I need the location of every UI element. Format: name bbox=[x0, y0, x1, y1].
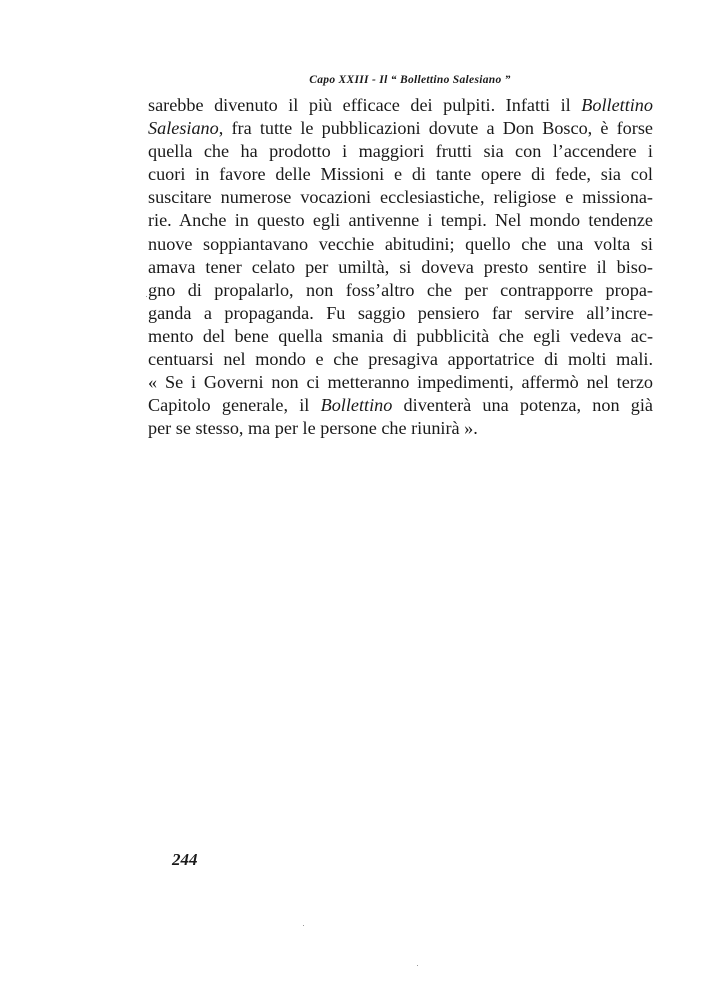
text-line bbox=[148, 302, 653, 325]
text-segment: rie. Anche in questo egli antivenne i tempi. Nel mondo tendenze bbox=[148, 210, 653, 231]
text-line bbox=[148, 348, 653, 371]
text-segment: Capitolo generale, il bbox=[148, 395, 321, 416]
text-line bbox=[148, 186, 653, 209]
text-line bbox=[148, 140, 653, 163]
scan-speck bbox=[303, 925, 304, 926]
text-line bbox=[148, 233, 653, 256]
text-line bbox=[148, 417, 653, 440]
text-line bbox=[148, 163, 653, 186]
text-line bbox=[148, 394, 653, 417]
page-number: 244 bbox=[172, 850, 198, 869]
text-line bbox=[148, 325, 653, 348]
text-segment: suscitare numerose vocazioni ecclesiastiche, religiose e missiona- bbox=[148, 187, 653, 208]
text-segment: sarebbe divenuto il più efficace dei pulpiti. Infatti il bbox=[148, 95, 582, 115]
text-line bbox=[148, 371, 653, 394]
italic-text: Salesiano bbox=[148, 118, 219, 139]
text-segment: per se stesso, ma per le persone che riunirà ». bbox=[148, 418, 478, 439]
text-segment: cuori in favore delle Missioni e di tante opere di fede, sia col bbox=[148, 164, 653, 185]
italic-text: Bollettino bbox=[320, 395, 393, 416]
text-line bbox=[148, 209, 653, 232]
text-line bbox=[148, 94, 653, 117]
running-header: Capo XXIII - Il “ Bollettino Salesiano ” bbox=[309, 74, 511, 86]
text-segment: mento del bene quella smania di pubblicità che egli vedeva ac- bbox=[148, 325, 653, 346]
body-paragraph bbox=[148, 94, 653, 440]
text-line bbox=[148, 117, 653, 140]
scan-speck bbox=[146, 296, 147, 297]
text-segment: ganda a propaganda. Fu saggio pensiero far servire all’incre- bbox=[148, 302, 653, 323]
text-segment: quella che ha prodotto i maggiori frutti sia con l’accendere i bbox=[148, 141, 653, 162]
text-line bbox=[148, 256, 653, 279]
text-segment: gno di propalarlo, non foss’altro che per contrapporre propa- bbox=[148, 279, 653, 300]
italic-text: Bollettino bbox=[581, 95, 653, 115]
text-line bbox=[148, 279, 653, 302]
scan-speck bbox=[417, 965, 418, 966]
text-segment: nuove soppiantavano vecchie abitudini; quello che una volta si bbox=[148, 233, 653, 254]
text-segment: diventerà una potenza, non già bbox=[392, 395, 653, 416]
text-segment: amava tener celato per umiltà, si doveva presto sentire il biso- bbox=[148, 256, 653, 277]
text-segment: , fra tutte le pubblicazioni dovute a Don Bosco, è forse bbox=[218, 118, 653, 139]
text-segment: centuarsi nel mondo e che presagiva apportatrice di molti mali. bbox=[148, 349, 653, 370]
text-segment: « Se i Governi non ci metteranno impedimenti, affermò nel terzo bbox=[148, 372, 653, 393]
